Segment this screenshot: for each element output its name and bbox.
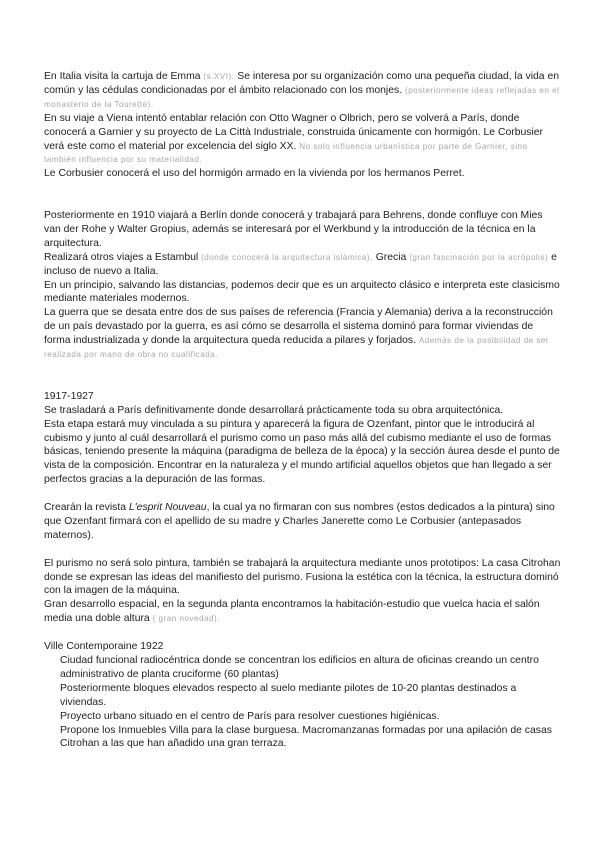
paragraph-guerra bbox=[44, 306, 562, 362]
text: La guerra que se desata entre dos de sus países de referencia (Francia y Alemania) deriva a la reconstrucción de un país devastado por la guerra, es así cómo se desarrolla el sistema dominó para formar viviendas de forma industrializada y donde la arquitectura queda reducida a pilares y forjados. bbox=[44, 307, 553, 347]
spacer bbox=[44, 181, 562, 209]
spacer bbox=[44, 362, 562, 390]
spacer bbox=[44, 626, 562, 640]
annotation: (posteriormente ideas reflejadas en el monasterio de la Tourette). bbox=[44, 85, 560, 109]
paragraph-desarrollo bbox=[44, 598, 562, 626]
paragraph-paris: Se trasladará a París definitivamente donde desarrollará prácticamente toda su obra arquitectónica. bbox=[44, 404, 504, 416]
annotation: (s.XVI). bbox=[203, 72, 235, 81]
list-item: Proyecto urbano situado en el centro de París para resolver cuestiones higiénicas. bbox=[60, 710, 440, 722]
text: Crearán la revista bbox=[44, 502, 127, 514]
text: En su viaje a Viena intentó entablar relación con Otto Wagner o Olbrich, pero se volverá a París, donde conocerá a Garnier y su proyecto de La Città Industriale, construida únicamente con hormigón. Le Corbusier verá este como el material por excelencia del siglo XX. bbox=[44, 112, 544, 152]
annotation: (donde conocerá la arquitectura islámica), bbox=[201, 252, 373, 262]
text: Gran desarrollo espacial, en la segunda planta encontramos la habitación-estudio que vuelca hacia el salón media una doble altura bbox=[44, 599, 540, 625]
text: Realizará otros viajes a Estambul bbox=[44, 251, 199, 263]
list-item: Ciudad funcional radiocéntrica donde se concentran los edificios en altura de oficinas creando un centro administrativo de planta cruciforme (60 plantas) bbox=[60, 654, 539, 680]
section-title: Ville Contemporaine 1922 bbox=[44, 641, 164, 653]
spacer bbox=[44, 487, 562, 501]
list-item: Propone los Inmuebles Villa para la clase burguesa. Macromanzanas formadas por una apilación de casas Citrohan a las que han añadido una gran terraza. bbox=[60, 724, 552, 750]
paragraph-perret: Le Corbusier conocerá el uso del hormigón armado en la vivienda por los hermanos Perret. bbox=[44, 168, 465, 180]
period-heading: 1917-1927 bbox=[44, 390, 94, 402]
paragraph-italia bbox=[44, 70, 562, 112]
paragraph-purismo: Esta etapa estará muy vinculada a su pintura y aparecerá la figura de Ozenfant, pintor que le introducirá al cubismo y junto al cuál desarrollará el purismo como un paso más allá del cubismo mediante el uso de formas básicas, teniendo presente la máquina (paradigma de belleza de la época) y la sección áurea desde el punto de vista de la composición. Encontrar en la naturaleza y el mundo artificial aquellos objetos que han llegado a ser perfectos gracias a la depuración de las formas. bbox=[44, 418, 560, 486]
spacer bbox=[44, 543, 562, 557]
annotation: ( gran novedad). bbox=[152, 614, 221, 624]
text: En Italia visita la cartuja de Emma bbox=[44, 71, 201, 82]
annotation: (gran fascinación por la acrópolis) bbox=[409, 252, 549, 262]
paragraph-berlin: Posteriormente en 1910 viajará a Berlín donde conocerá y trabajará para Behrens, donde confluye con Mies van der Rohe y Walter Gropius, además se interesará por el Werkbund y la introducción de la técnica en la arquitectura. bbox=[44, 210, 543, 249]
list-item: Posteriormente bloques elevados respecto al suelo mediante pilotes de 10-20 plantas destinados a viviendas. bbox=[60, 682, 517, 708]
document-body bbox=[44, 70, 562, 751]
text: Grecia bbox=[375, 251, 407, 263]
text: Se interesa por su organización como una pequeña ciudad, la vida en común y las cédulas condicionadas por el ámbito relacionado con los monjes. bbox=[44, 71, 560, 96]
annotation: No solo influencia urbanística por parte de Garnier, sino también influencia por su materialidad. bbox=[44, 141, 528, 165]
text: , la cual ya no firmaran con sus nombres (estos dedicados a la pintura) sino que Ozenfant firmará con el apellido de su madre y Charles Janerette como Le Corbusier (antepasados maternos). bbox=[44, 502, 555, 541]
paragraph-citrohan: El purismo no será solo pintura, también se trabajará la arquitectura mediante unos prototipos: La casa Citrohan donde se expresan las ideas del manifiesto del purismo. Fusiona la estética con la técnica, la estructura dominó con la imagen de la máquina. bbox=[44, 557, 561, 597]
paragraph-viajes bbox=[44, 251, 562, 279]
text: e incluso de nuevo a Italia. bbox=[44, 251, 557, 277]
paragraph-clasico: En un principio, salvando las distancias, podemos decir que es un arquitecto clásico e interpreta este clasicismo mediante materiales modernos. bbox=[44, 279, 560, 305]
paragraph-viena bbox=[44, 112, 562, 168]
paragraph-revista bbox=[44, 501, 562, 543]
ville-list bbox=[44, 654, 562, 751]
annotation: Además de la posibilidad de ser realizada por mano de obra no cualificada. bbox=[44, 336, 550, 360]
magazine-title: L'esprit Nouveau bbox=[128, 502, 207, 514]
